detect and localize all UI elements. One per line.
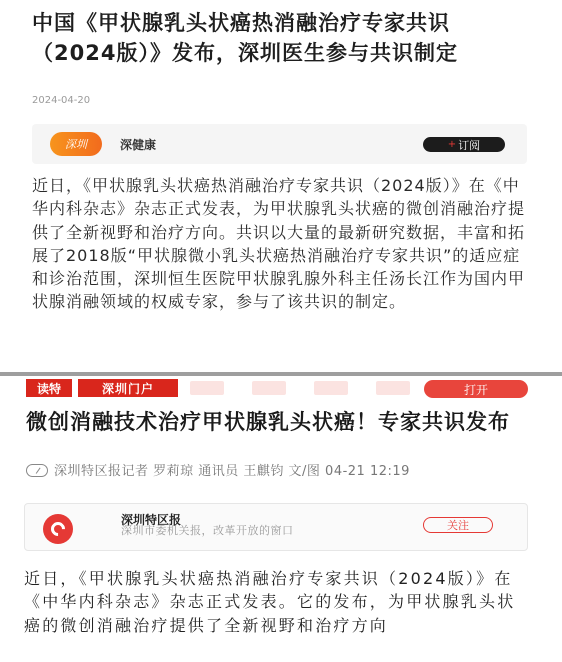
subscribe-label: 订阅 xyxy=(458,138,481,152)
byline-text: 深圳特区报记者 罗莉琼 通讯员 王麒钧 文/图 04-21 12:19 xyxy=(54,464,410,479)
deco-block xyxy=(314,381,348,395)
source-description: 深圳市委机关报，改革开放的窗口 xyxy=(121,524,294,537)
article-byline xyxy=(26,463,536,480)
source-bar xyxy=(32,124,527,164)
open-app-button[interactable]: 打开 xyxy=(424,380,528,398)
article-bottom-card xyxy=(0,376,562,662)
article-top-title: 中国《甲状腺乳头状癌热消融治疗专家共识（2024版）》发布，深圳医生参与共识制定 xyxy=(32,11,458,65)
deco-block xyxy=(190,381,224,395)
source-name[interactable]: 深圳特区报 xyxy=(121,513,182,527)
article-top-body: 近日，《甲状腺乳头状癌热消融治疗专家共识（2024版）》在《中华内科杂志》杂志正式发表，为甲状腺乳头状癌的微创消融治疗提供了全新视野和治疗方向。共识以大量的最新研究数据，丰富和拓展了2018版“甲状腺微小乳头状癌热消融治疗专家共识”的适应症和诊治范围，深圳恒生医院甲状腺乳腺外科主任汤长江作为国内甲状腺消融领域的权威专家，参与了该共识的制定。 xyxy=(32,176,526,312)
newspaper-logo-icon xyxy=(43,514,73,544)
source-name[interactable]: 深健康 xyxy=(120,138,157,152)
source-card[interactable] xyxy=(24,503,528,551)
subscribe-button[interactable] xyxy=(423,137,505,152)
article-top-date: 2024-04-20 xyxy=(32,95,91,106)
article-bottom-body: 近日，《甲状腺乳头状癌热消融治疗专家共识（2024版）》在《中华内科杂志》杂志正式发表。它的发布，为甲状腺乳头状癌的微创消融治疗提供了全新视野和治疗方向 xyxy=(24,569,516,635)
deco-block xyxy=(376,381,410,395)
plus-icon: + xyxy=(447,139,457,150)
article-bottom-title: 微创消融技术治疗甲状腺乳头状癌！专家共识发布 xyxy=(26,410,510,434)
deco-block xyxy=(252,381,286,395)
source-logo-text: 深圳 xyxy=(65,138,87,151)
follow-button[interactable]: 关注 xyxy=(423,517,493,533)
source-logo[interactable] xyxy=(50,132,102,156)
app-logo-dute[interactable]: 读特 xyxy=(26,379,72,397)
app-bar xyxy=(0,376,562,400)
app-logo-portal[interactable]: 深圳门户 xyxy=(78,379,178,397)
edit-icon xyxy=(26,464,48,477)
